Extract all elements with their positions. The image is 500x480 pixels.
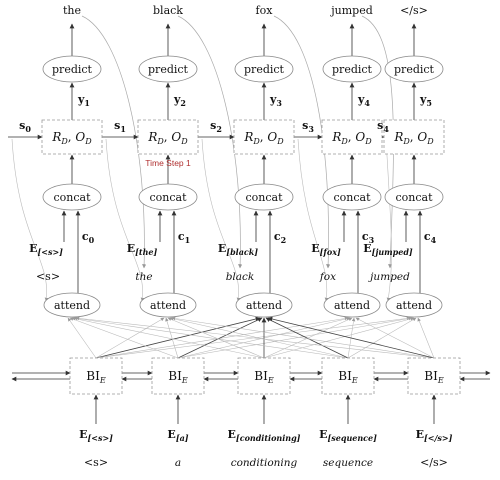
concat-label: concat [395, 191, 433, 204]
rd-sep: , [67, 130, 76, 144]
encoder-0-to-attend-3 [96, 318, 348, 358]
decoder-input-word: the [135, 271, 153, 283]
decoder-state-label-base: s [19, 119, 26, 132]
rd-o-sub: D [85, 137, 92, 146]
rd-o-sub: D [427, 137, 434, 146]
decoder-embedding-label [127, 242, 158, 257]
decoder-state-label-base: s [114, 119, 121, 132]
bi-base: BI [168, 369, 182, 383]
encoder-4-to-attend-2 [268, 318, 434, 358]
context-vector-label-subscript: 3 [368, 235, 375, 245]
encoder-embedding-label [228, 428, 301, 443]
decoder-embedding-label-subscript: [fox] [319, 247, 341, 257]
output-word: </s> [400, 4, 428, 17]
encoder-input-word: sequence [322, 457, 374, 469]
attend-label: attend [395, 299, 433, 312]
encoder-attention-links [68, 318, 434, 358]
rd-r: R [52, 130, 62, 144]
y-output-label-subscript: 1 [84, 98, 90, 108]
concat-label: concat [149, 191, 187, 204]
y-output-label [173, 93, 186, 108]
decoder-embedding-label [29, 242, 63, 257]
decoder-state-label-subscript: 1 [120, 124, 126, 134]
decoder-embedding-label [218, 242, 258, 257]
context-vector-label-base: c [423, 230, 431, 243]
decoder-state-label-subscript: 2 [216, 124, 222, 134]
encoder-embedding-label-base: E [79, 428, 88, 441]
rd-r: R [244, 130, 254, 144]
encoder-input-word: </s> [420, 456, 448, 469]
encoder-embedding-label-base: E [227, 428, 236, 441]
decoder-input-word: jumped [370, 271, 410, 283]
encoder-4-to-attend-4 [418, 318, 434, 358]
decoder-state-label-base: s [210, 119, 217, 132]
encoder-embedding-label [167, 428, 188, 443]
decoder-state-label [302, 119, 314, 134]
context-vector-label-base: c [273, 230, 281, 243]
context-vector-label [178, 230, 190, 245]
context-vector-label-subscript: 2 [280, 235, 287, 245]
encoder-embedding-label-subscript: [sequence] [327, 433, 377, 443]
rd-o: O [355, 130, 366, 144]
decoder-embedding-label-base: E [363, 242, 372, 255]
rd-o-sub: D [365, 137, 372, 146]
y-output-label-base: y [358, 93, 365, 106]
bi-base: BI [424, 369, 438, 383]
encoder-embedding-label-subscript: [a] [175, 433, 189, 443]
output-word: black [153, 4, 183, 17]
decoder-embedding-label-subscript: [jumped] [371, 247, 413, 257]
y-output-label-base: y [420, 93, 427, 106]
decoder-state-label-subscript: 4 [383, 124, 389, 134]
context-vector-label [82, 230, 95, 245]
y-output-label-subscript: 5 [426, 98, 432, 108]
bi-base: BI [254, 369, 268, 383]
encoder-embedding-label-subscript: [<s>] [87, 433, 113, 443]
encoder-embedding-label-base: E [167, 428, 176, 441]
decoder-embedding-label [363, 242, 413, 257]
encoder-embedding-label [416, 428, 453, 443]
concat-label: concat [245, 191, 283, 204]
rd-sep: , [259, 130, 268, 144]
encoder-embedding-label-subscript: [conditioning] [235, 433, 301, 443]
y-output-label [419, 93, 432, 108]
decoder-embedding-label-base: E [29, 242, 38, 255]
rd-r: R [332, 130, 342, 144]
rd-r-sub: D [403, 137, 410, 146]
rd-o: O [75, 130, 86, 144]
decoder-state-label-base: s [302, 119, 309, 132]
y-output-label [77, 93, 90, 108]
rd-r-sub: D [341, 137, 348, 146]
decoder-embedding-label-subscript: [<s>] [37, 247, 63, 257]
y-output-label-base: y [174, 93, 181, 106]
decoder-state-label [210, 119, 222, 134]
rd-o: O [267, 130, 278, 144]
predict-label: predict [244, 63, 284, 76]
encoder-input-word: a [174, 457, 182, 469]
bi-sub: E [437, 376, 444, 385]
concat-label: concat [53, 191, 91, 204]
predict-label: predict [52, 63, 92, 76]
diagram-nodes [42, 56, 460, 394]
context-vector-label-base: c [361, 230, 369, 243]
rd-o-sub: D [181, 137, 188, 146]
decoder-state-label [114, 119, 126, 134]
rd-r-sub: D [253, 137, 260, 146]
attend-label: attend [149, 299, 187, 312]
encoder-embedding-label [319, 428, 377, 443]
encoder-input-word: conditioning [230, 457, 298, 469]
encoder-1-to-attend-0 [70, 318, 178, 358]
context-vector-label [424, 230, 437, 245]
decoder-state-label [19, 119, 31, 134]
context-vector-label [274, 230, 286, 245]
encoder-embedding-label-subscript: [</s>] [423, 433, 453, 443]
rd-sep: , [409, 130, 418, 144]
encoder-0-to-attend-0 [68, 318, 96, 358]
y-output-label-subscript: 2 [180, 98, 186, 108]
decoder-embedding-label-base: E [126, 242, 136, 255]
output-word: the [62, 4, 82, 17]
encoder-embedding-label [79, 428, 113, 443]
decoder-state-label-base: s [377, 119, 384, 132]
rd-r-sub: D [157, 137, 164, 146]
rd-r-sub: D [61, 137, 68, 146]
bi-sub: E [267, 376, 274, 385]
y-output-label-subscript: 4 [364, 98, 370, 108]
y-output-label [269, 93, 282, 108]
attend-label: attend [53, 299, 91, 312]
y-output-label-base: y [78, 93, 85, 106]
decoder-embedding-label-subscript: [the] [135, 247, 158, 257]
decoder-input-word: <s> [35, 270, 61, 283]
attend-label: attend [245, 299, 283, 312]
predict-label: predict [394, 63, 434, 76]
predict-label: predict [332, 63, 372, 76]
bi-base: BI [338, 369, 352, 383]
context-vector-label-subscript: 1 [184, 235, 191, 245]
decoder-input-word: black [225, 271, 255, 283]
rd-sep: , [347, 130, 356, 144]
time-step-label: Time Step 1 [145, 158, 191, 168]
context-vector-label-base: c [177, 230, 185, 243]
y-output-label-base: y [270, 93, 277, 106]
encoder-embedding-label-base: E [415, 428, 424, 441]
bi-base: BI [86, 369, 100, 383]
bi-sub: E [99, 376, 106, 385]
context-vector-label-subscript: 4 [430, 235, 437, 245]
encoder-embedding-label-base: E [319, 428, 328, 441]
bi-sub: E [351, 376, 358, 385]
decoder-embedding-label [311, 242, 341, 257]
encoder-3-to-attend-1 [170, 318, 348, 358]
predict-label: predict [148, 63, 188, 76]
decoder-input-word: fox [319, 271, 337, 283]
output-word: fox [255, 4, 273, 17]
concat-label: concat [333, 191, 371, 204]
attend-label: attend [333, 299, 371, 312]
y-output-label-subscript: 3 [276, 98, 282, 108]
rd-o: O [417, 130, 428, 144]
rd-r: R [394, 130, 404, 144]
decoder-state-label-subscript: 0 [25, 124, 31, 134]
bi-sub: E [181, 376, 188, 385]
rd-o: O [171, 130, 182, 144]
rd-sep: , [163, 130, 172, 144]
context-vector-label-base: c [81, 230, 89, 243]
encoder-input-word: <s> [83, 456, 109, 469]
decoder-embedding-label-subscript: [black] [226, 247, 259, 257]
output-word: jumped [331, 4, 373, 17]
decoder-embedding-label-base: E [311, 242, 320, 255]
y-output-label [357, 93, 370, 108]
decoder-embedding-label-base: E [217, 242, 227, 255]
decoder-state-label-subscript: 3 [308, 124, 314, 134]
rd-o-sub: D [277, 137, 284, 146]
rd-r: R [148, 130, 158, 144]
context-vector-label-subscript: 0 [88, 235, 95, 245]
